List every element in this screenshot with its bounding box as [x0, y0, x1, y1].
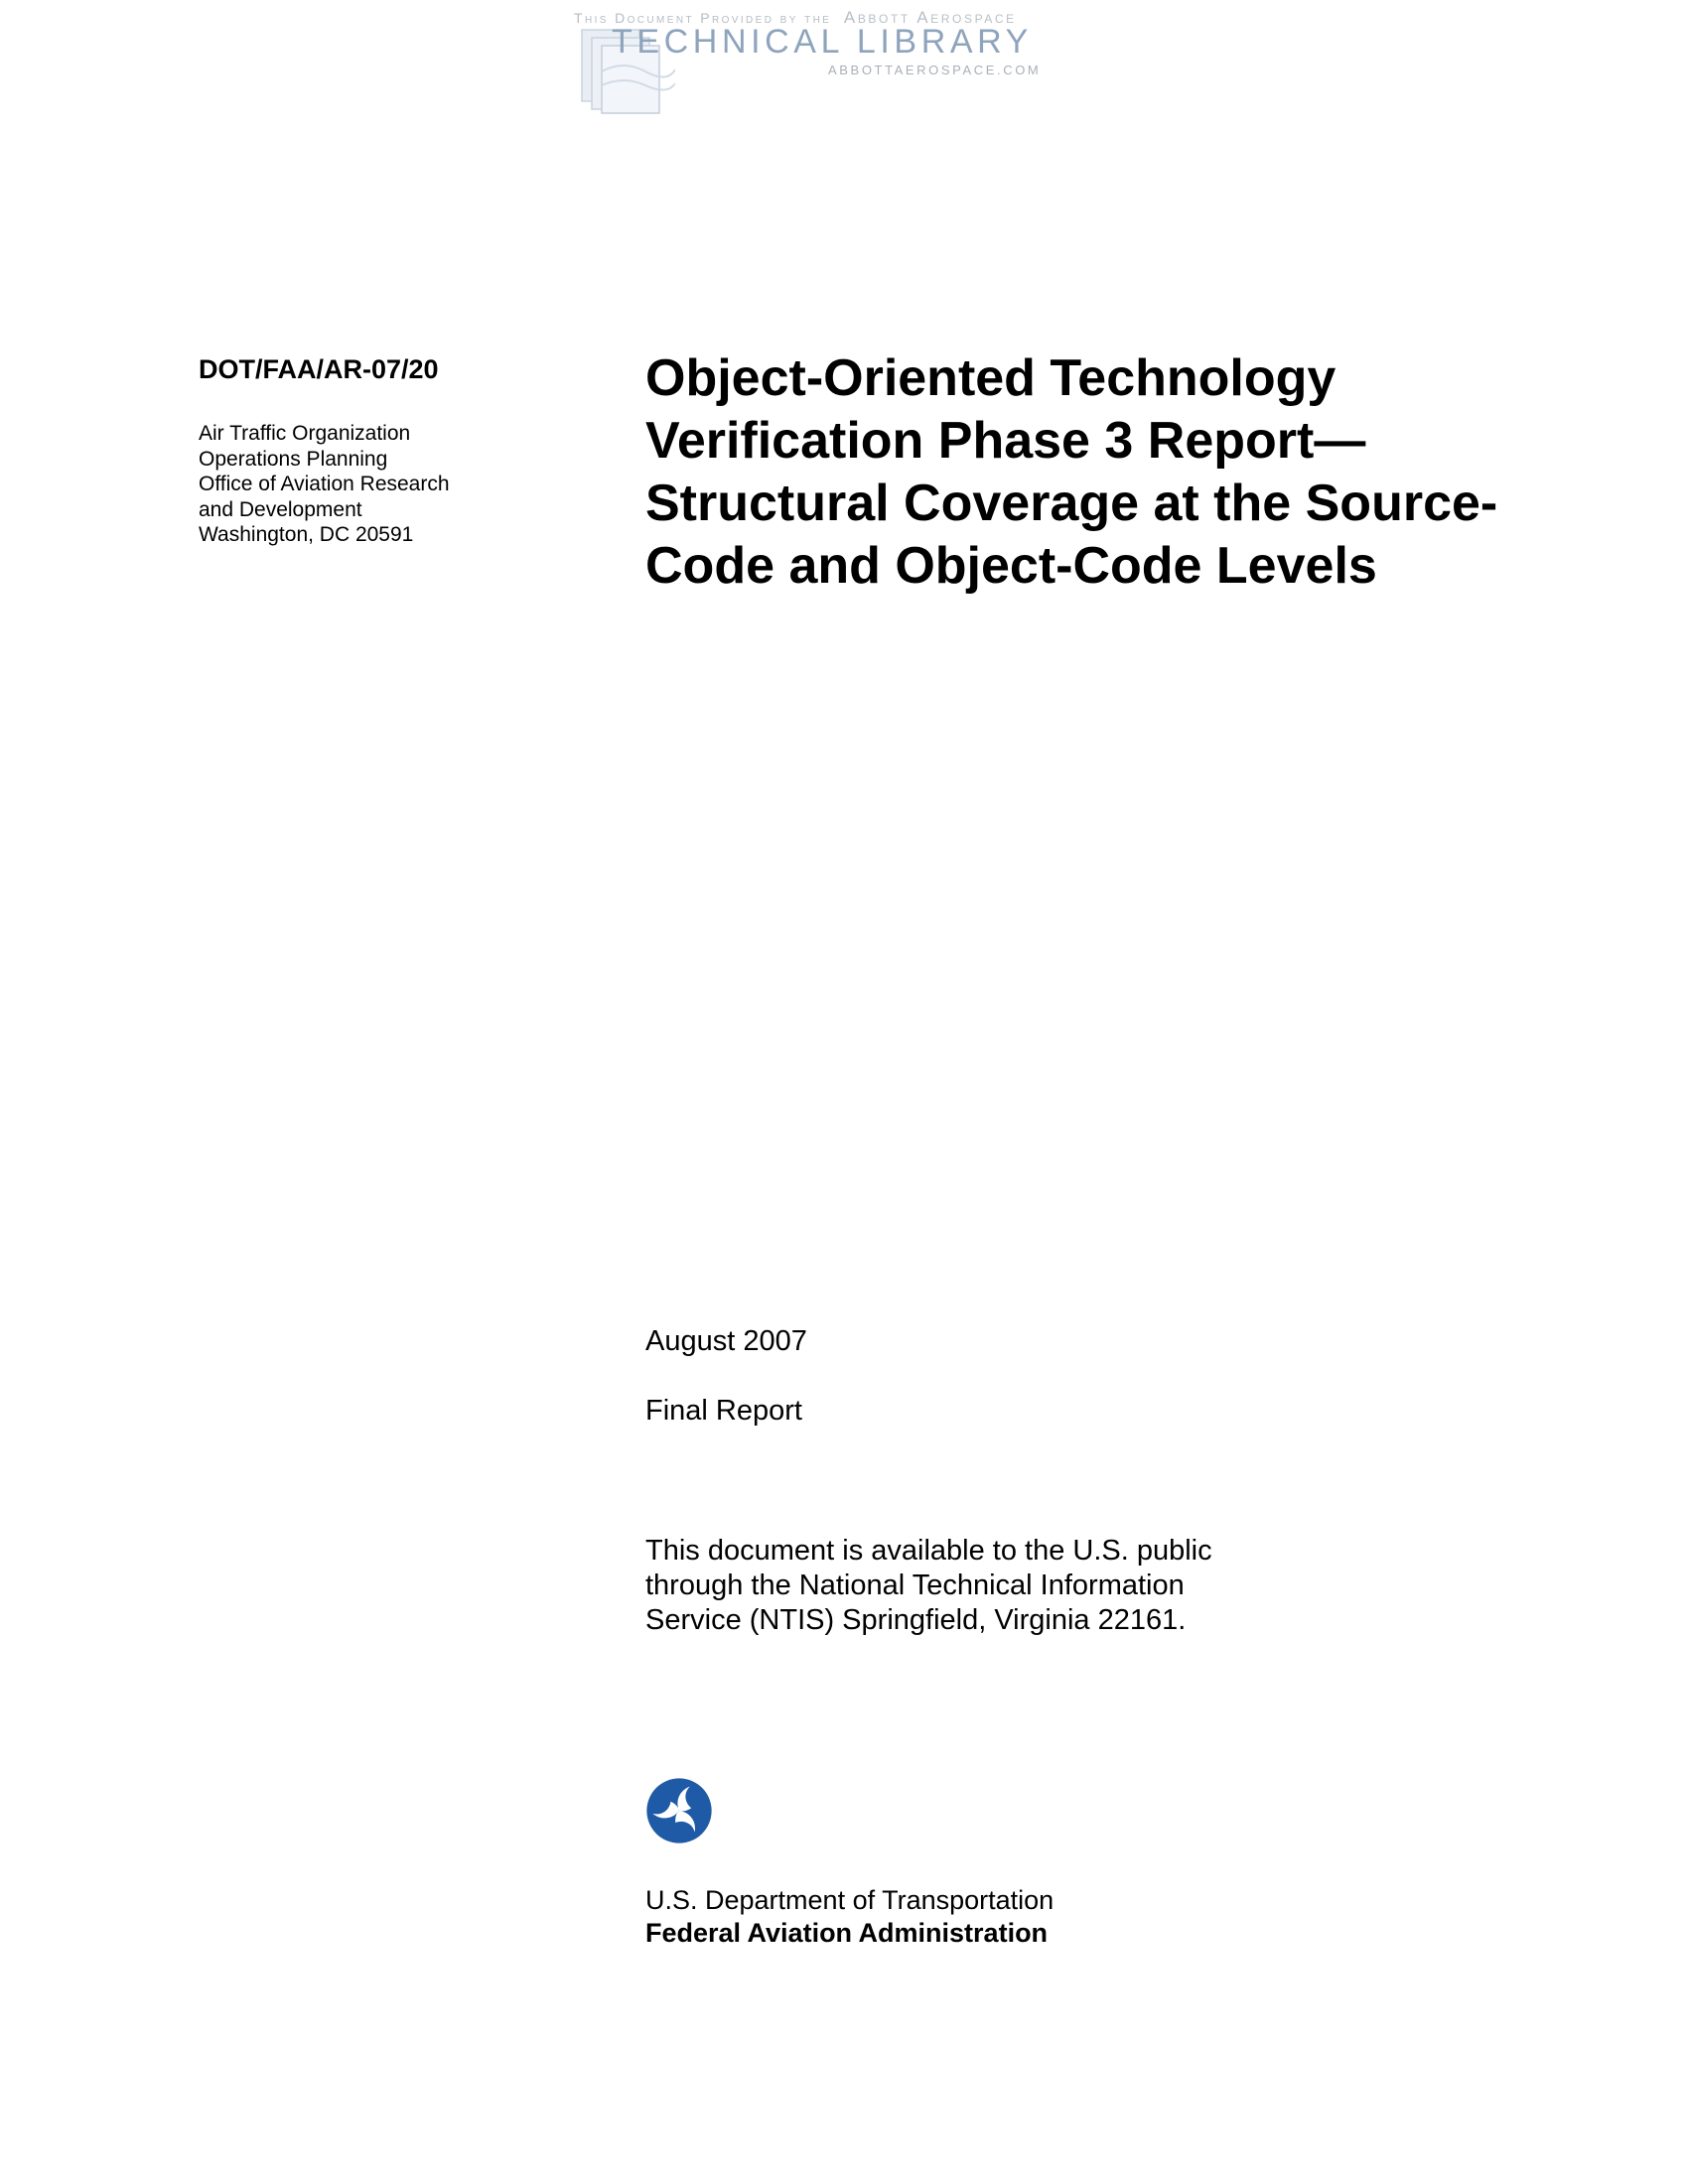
availability-statement	[645, 1534, 1212, 1638]
organization-line: Washington, DC 20591	[199, 523, 414, 546]
organization-line: Operations Planning	[199, 447, 388, 471]
watermark-library-title: TECHNICAL LIBRARY	[612, 23, 1033, 61]
agency-name: Federal Aviation Administration	[645, 1918, 1049, 1948]
watermark-website: ABBOTTAEROSPACE.COM	[828, 63, 1042, 77]
watermark-header	[566, 4, 1092, 115]
watermark-provided-by: This Document Provided by the Abbott Aerospace	[574, 8, 1017, 27]
organization-address	[199, 421, 450, 548]
organization-line: and Development	[199, 497, 362, 521]
title-line: Verification Phase 3 Report—	[645, 412, 1366, 470]
department-block	[645, 1884, 1054, 1950]
report-date: August 2007	[645, 1325, 807, 1357]
organization-line: Office of Aviation Research	[199, 473, 450, 495]
dot-triskelion-logo	[645, 1777, 713, 1844]
watermark-brand: Abbott Aerospace	[843, 8, 1017, 27]
report-title	[645, 347, 1658, 598]
organization-line: Air Traffic Organization	[199, 422, 411, 445]
title-line: Object-Oriented Technology	[645, 349, 1336, 407]
availability-line: This document is available to the U.S. public	[645, 1535, 1212, 1567]
department-name: U.S. Department of Transportation	[645, 1885, 1055, 1915]
report-type: Final Report	[645, 1395, 802, 1427]
availability-line: Service (NTIS) Springfield, Virginia 22161.	[645, 1604, 1187, 1636]
report-number: DOT/FAA/AR-07/20	[199, 354, 439, 384]
title-line: Structural Coverage at the Source-	[645, 475, 1498, 532]
title-line: Code and Object-Code Levels	[645, 537, 1377, 595]
availability-line: through the National Technical Information	[645, 1570, 1185, 1601]
